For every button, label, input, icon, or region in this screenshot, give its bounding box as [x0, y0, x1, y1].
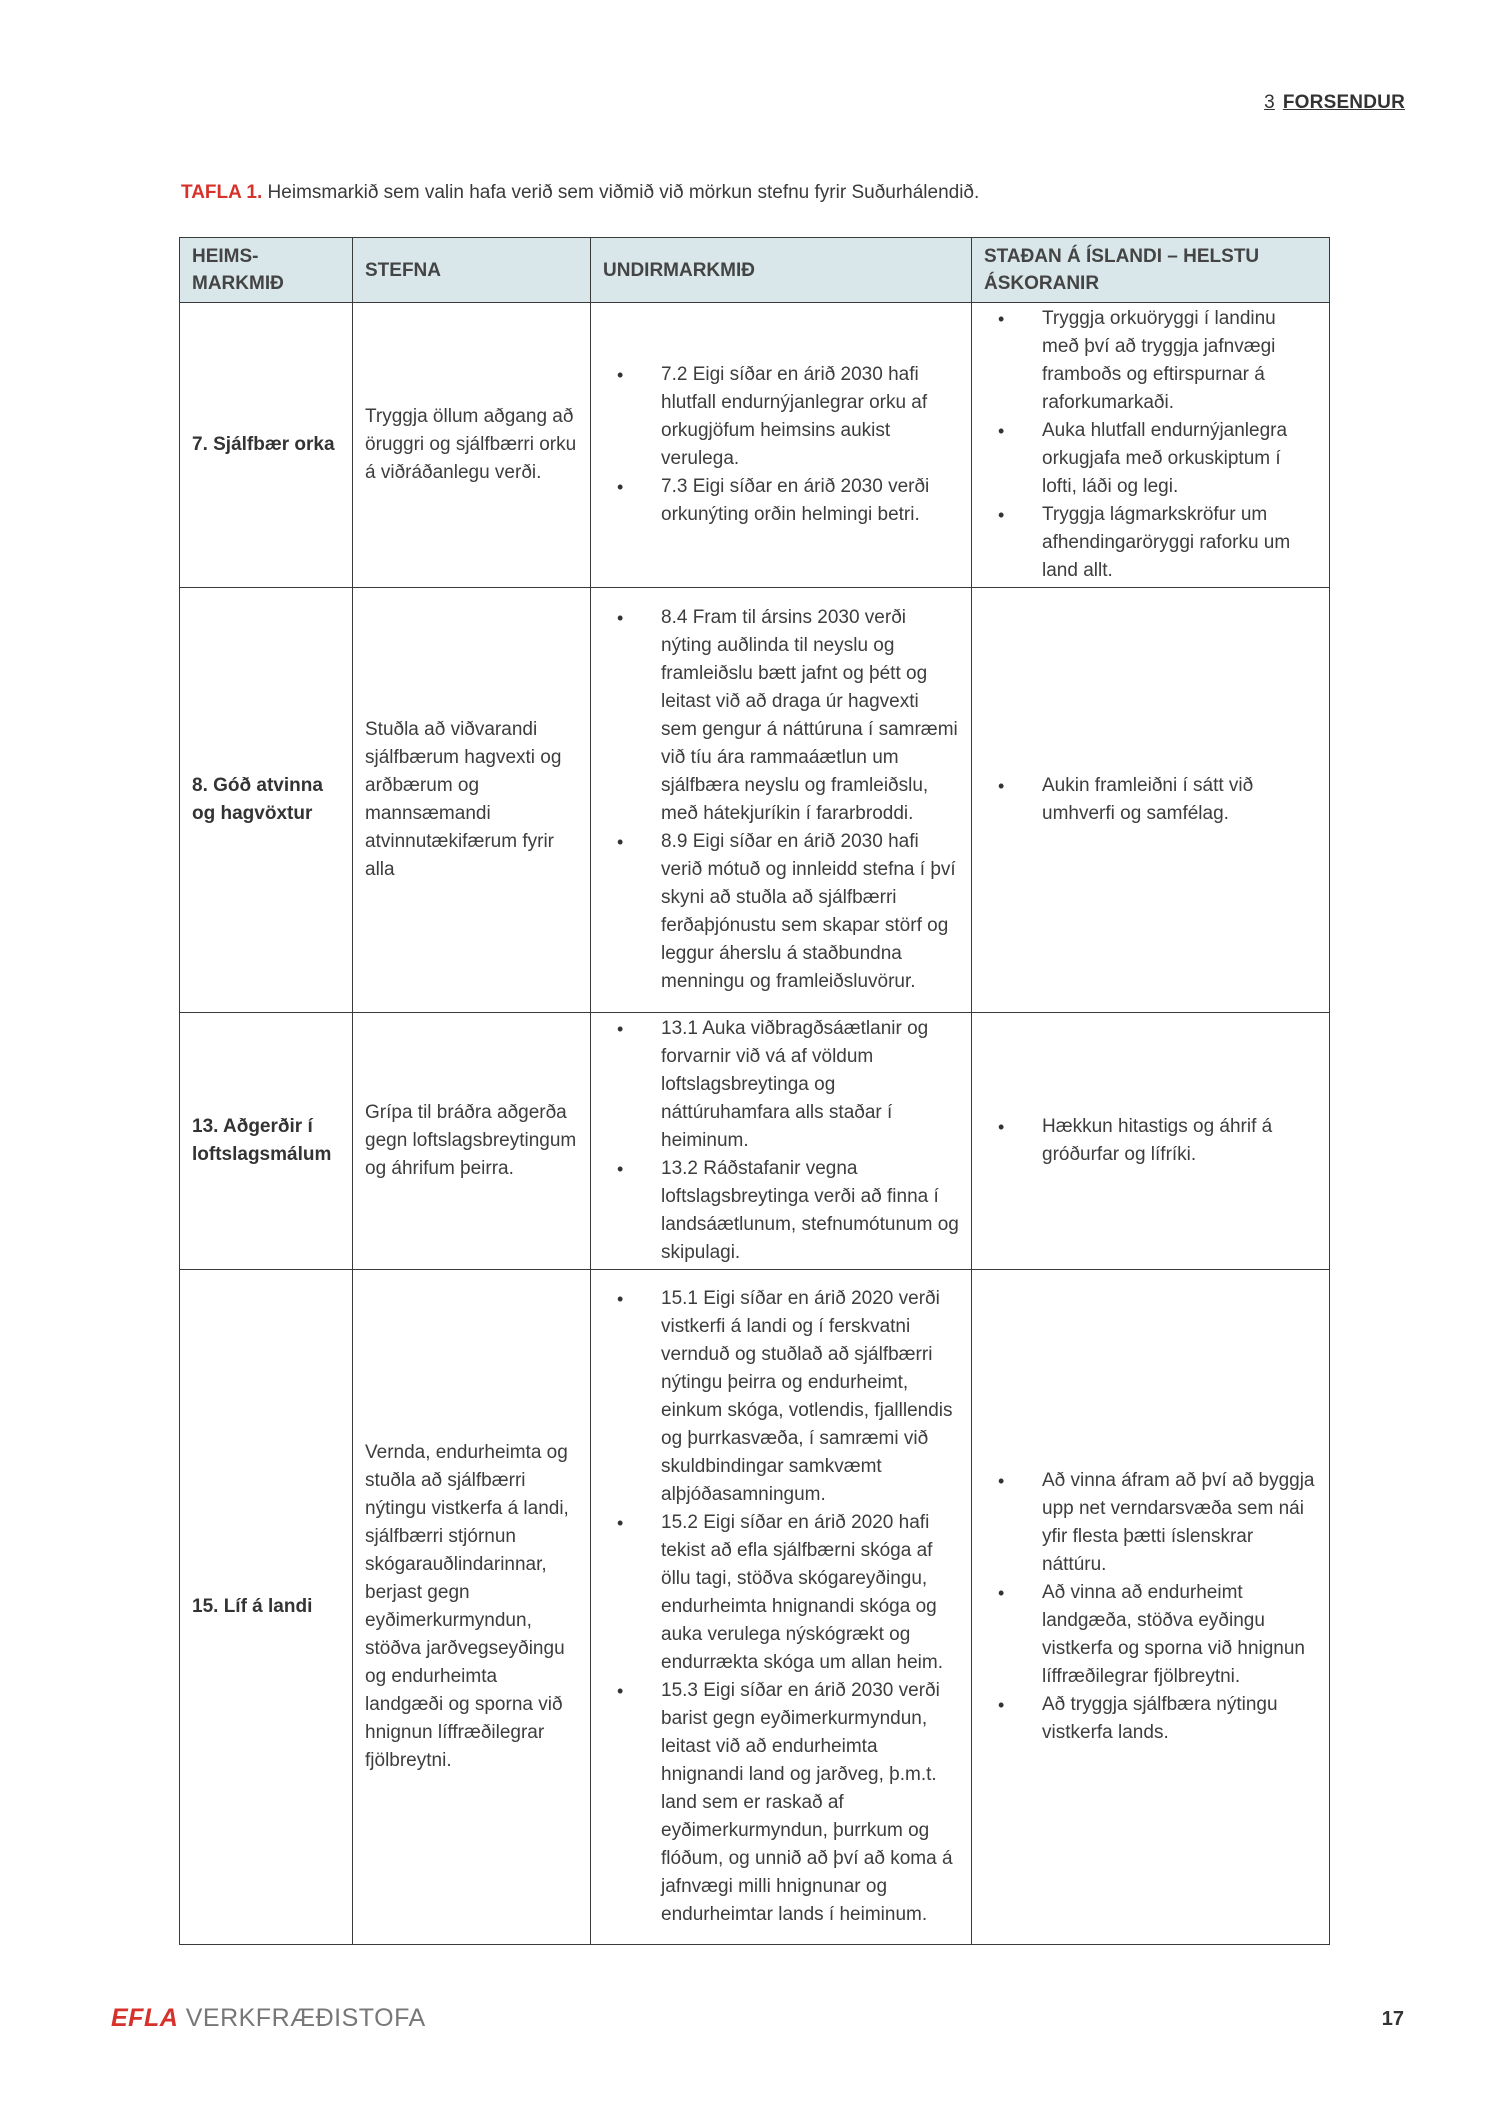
- status-list: [984, 1113, 1317, 1169]
- page-number: 17: [1381, 2008, 1404, 2030]
- target-item: • 15.2 Eigi síðar en árið 2020 hafi tekist að efla sjálfbærni skóga af öllu tagi, stöðva skógareyðingu, endurheimta hnignandi skóga og auka verulega nýskógrækt og endurrækta skóga um allan heim.: [661, 1509, 959, 1677]
- table-header-row: [180, 238, 1330, 303]
- goal-cell: 8. Góð atvinna og hagvöxtur: [180, 588, 353, 1013]
- targets-cell: [591, 1013, 972, 1270]
- status-item: • Að tryggja sjálfbæra nýtingu vistkerfa lands.: [1042, 1691, 1317, 1747]
- status-cell: [972, 1013, 1330, 1270]
- goal-cell: 15. Líf á landi: [180, 1270, 353, 1945]
- target-item: • 8.4 Fram til ársins 2030 verði nýting auðlinda til neyslu og framleiðslu bætt jafnt og þétt og leitast við að draga úr hagvexti sem gengur á náttúruna í samræmi við tíu ára rammaáætlun um sjálfbæra neyslu og framleiðslu, með hátekjuríkin í fararbroddi.: [661, 604, 959, 828]
- status-item: • Tryggja orkuöryggi í landinu með því að tryggja jafnvægi framboðs og eftirspurnar á raforkumarkaði.: [1042, 305, 1317, 417]
- targets-cell: [591, 303, 972, 588]
- goals-table-wrapper: [179, 237, 1329, 1945]
- status-cell: [972, 1270, 1330, 1945]
- efla-logo: [111, 2004, 426, 2033]
- status-item: • Að vinna áfram að því að byggja upp net verndarsvæða sem nái yfir flesta þætti íslenskrar náttúru.: [1042, 1467, 1317, 1579]
- target-item: • 7.2 Eigi síðar en árið 2030 hafi hlutfall endurnýjanlegrar orku af orkugjöfum heimsins aukist verulega.: [661, 361, 959, 473]
- target-item: • 7.3 Eigi síðar en árið 2030 verði orkunýting orðin helmingi betri.: [661, 473, 959, 529]
- table-row: [180, 303, 1330, 588]
- policy-cell: Grípa til bráðra aðgerða gegn loftslagsbreytingum og áhrifum þeirra.: [353, 1013, 591, 1270]
- header-goal: HEIMS-MARKMIÐ: [180, 238, 353, 303]
- goal-cell: 13. Aðgerðir í loftslagsmálum: [180, 1013, 353, 1270]
- table-row: [180, 1270, 1330, 1945]
- status-item: • Tryggja lágmarkskröfur um afhendingaröryggi raforku um land allt.: [1042, 501, 1317, 585]
- table-caption-label: TAFLA 1.: [181, 182, 263, 203]
- table-row: [180, 1013, 1330, 1270]
- targets-list: [603, 604, 959, 996]
- efla-logo-subtitle: VERKFRÆÐISTOFA: [178, 2004, 426, 2032]
- policy-cell: Stuðla að viðvarandi sjálfbærum hagvexti og arðbærum og mannsæmandi atvinnutækifærum fyrir alla: [353, 588, 591, 1013]
- status-item: • Auka hlutfall endurnýjanlegra orkugjafa með orkuskiptum í lofti, láði og legi.: [1042, 417, 1317, 501]
- table-row: [180, 588, 1330, 1013]
- goal-cell: 7. Sjálfbær orka: [180, 303, 353, 588]
- targets-list: [603, 1285, 959, 1929]
- status-cell: [972, 588, 1330, 1013]
- target-item: • 15.3 Eigi síðar en árið 2030 verði barist gegn eyðimerkurmyndun, leitast við að endurheimta hnignandi land og jarðveg, þ.m.t. land sem er raskað af eyðimerkurmyndun, þurrkum og flóðum, og unnið að því að koma á jafnvægi milli hnignunar og endurheimtar lands í heiminum.: [661, 1677, 959, 1929]
- target-item: • 13.2 Ráðstafanir vegna loftslagsbreytinga verði að finna í landsáætlunum, stefnumótunum og skipulagi.: [661, 1155, 959, 1267]
- target-item: • 15.1 Eigi síðar en árið 2020 verði vistkerfi á landi og í ferskvatni vernduð og stuðlað að sjálfbærri nýtingu þeirra og endurheimt, einkum skóga, votlendis, fjalllendis og þurrkasvæða, í samræmi við skuldbindingar samkvæmt alþjóðasamningum.: [661, 1285, 959, 1509]
- targets-list: [603, 361, 959, 529]
- status-list: [984, 305, 1317, 585]
- targets-cell: [591, 1270, 972, 1945]
- target-item: • 13.1 Auka viðbragðsáætlanir og forvarnir við vá af völdum loftslagsbreytinga og náttúruhamfara alls staðar í heiminum.: [661, 1015, 959, 1155]
- section-header: [1264, 92, 1405, 114]
- table-caption-text: Heimsmarkið sem valin hafa verið sem viðmið við mörkun stefnu fyrir Suðurhálendið.: [262, 182, 980, 203]
- section-number: 3: [1264, 92, 1275, 113]
- header-targets: UNDIRMARKMIÐ: [591, 238, 972, 303]
- status-list: [984, 772, 1317, 828]
- targets-list: [603, 1015, 959, 1267]
- section-title: FORSENDUR: [1282, 92, 1405, 113]
- efla-logo-brand: EFLA: [111, 2004, 179, 2032]
- policy-cell: Vernda, endurheimta og stuðla að sjálfbærri nýtingu vistkerfa á landi, sjálfbærri stjórnun skógarauðlindarinnar, berjast gegn eyðimerkurmyndun, stöðva jarðvegseyðingu og endurheimta landgæði og sporna við hnignun líffræðilegrar fjölbreytni.: [353, 1270, 591, 1945]
- status-list: [984, 1467, 1317, 1747]
- table-caption: [181, 182, 979, 204]
- status-cell: [972, 303, 1330, 588]
- target-item: • 8.9 Eigi síðar en árið 2030 hafi verið mótuð og innleidd stefna í því skyni að stuðla að sjálfbærri ferðaþjónustu sem skapar störf og leggur áherslu á staðbundna menningu og framleiðsluvörur.: [661, 828, 959, 996]
- status-item: • Hækkun hitastigs og áhrif á gróðurfar og lífríki.: [1042, 1113, 1317, 1169]
- policy-cell: Tryggja öllum aðgang að öruggri og sjálfbærri orku á viðráðanlegu verði.: [353, 303, 591, 588]
- header-status: STAÐAN Á ÍSLANDI – HELSTU ÁSKORANIR: [972, 238, 1330, 303]
- targets-cell: [591, 588, 972, 1013]
- header-policy: STEFNA: [353, 238, 591, 303]
- status-item: • Aukin framleiðni í sátt við umhverfi og samfélag.: [1042, 772, 1317, 828]
- goals-table: [179, 237, 1330, 1945]
- status-item: • Að vinna að endurheimt landgæða, stöðva eyðingu vistkerfa og sporna við hnignun líffræðilegrar fjölbreytni.: [1042, 1579, 1317, 1691]
